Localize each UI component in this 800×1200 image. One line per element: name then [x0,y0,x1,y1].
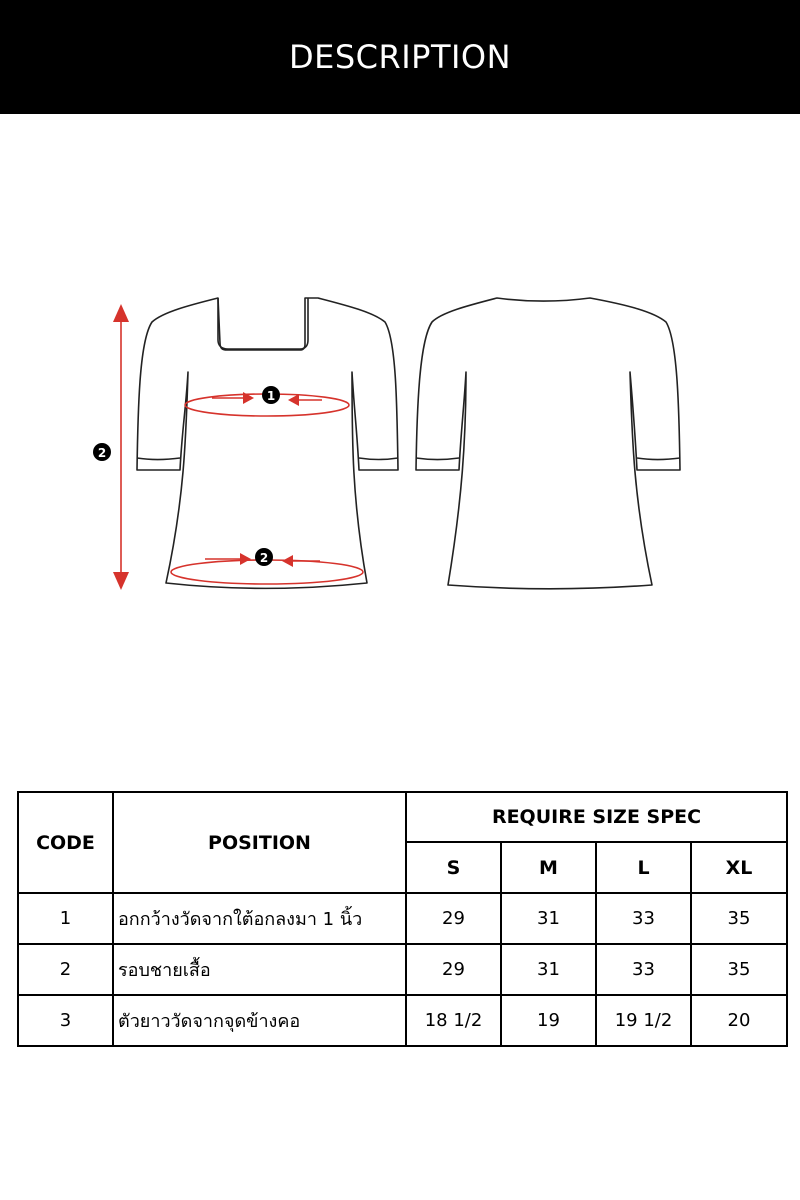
position-header: POSITION [113,792,406,893]
garment-diagram [0,114,800,674]
row-value-l: 33 [596,944,691,995]
row-value-xl: 20 [691,995,787,1046]
row-value-xl: 35 [691,944,787,995]
row-position: อกกว้างวัดจากใต้อกลงมา 1 นิ้ว [113,893,406,944]
row-code: 3 [18,995,113,1046]
row-value-m: 19 [501,995,596,1046]
table-row [18,893,787,944]
require-size-spec-header: REQUIRE SIZE SPEC [406,792,787,842]
size-header-l: L [596,842,691,893]
size-header-s: S [406,842,501,893]
page-title: DESCRIPTION [288,38,512,76]
front-shirt-outline [137,298,398,588]
size-header-xl: XL [691,842,787,893]
row-code: 2 [18,944,113,995]
row-value-l: 33 [596,893,691,944]
row-code: 1 [18,893,113,944]
marker-hem [255,548,273,566]
row-position: รอบชายเสื้อ [113,944,406,995]
marker-chest [262,386,280,404]
svg-text:2: 2 [259,551,269,565]
row-value-m: 31 [501,944,596,995]
page-header [0,0,800,114]
row-value-l: 19 1/2 [596,995,691,1046]
code-header: CODE [18,792,113,893]
svg-text:2: 2 [97,446,107,460]
svg-text:1: 1 [266,389,276,403]
row-value-xl: 35 [691,893,787,944]
length-arrow [113,304,129,590]
row-value-s: 29 [406,893,501,944]
row-value-s: 18 1/2 [406,995,501,1046]
size-header-m: M [501,842,596,893]
marker-length [93,443,111,461]
table-row [18,995,787,1046]
size-spec-table [17,791,788,1047]
row-position: ตัวยาววัดจากจุดข้างคอ [113,995,406,1046]
row-value-s: 29 [406,944,501,995]
back-shirt-outline [416,298,680,589]
row-value-m: 31 [501,893,596,944]
table-row [18,944,787,995]
